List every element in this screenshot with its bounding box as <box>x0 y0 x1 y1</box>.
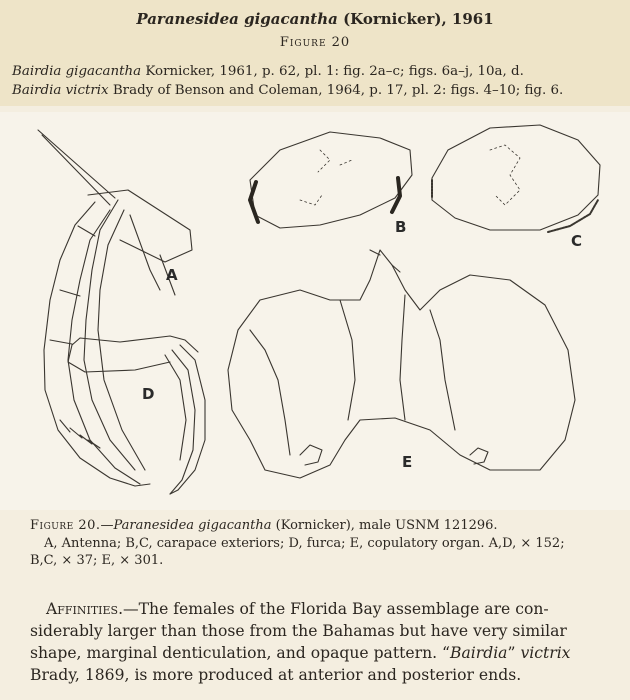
synonym-ref: Brady of Benson and Coleman, 1964, p. 17, pl. 2: figs. 4–10; fig. 6. <box>112 83 564 98</box>
caption-rest: (Kornicker), male USNM 121296. <box>275 518 498 533</box>
figure-number: Figure 20 <box>279 35 351 50</box>
affinities-text-3b: ” <box>507 644 516 662</box>
affinities-italic-1: Bairdia <box>450 644 508 662</box>
synonym-name: Bairdia gigacantha <box>12 64 142 79</box>
species-authority: (Kornicker), 1961 <box>343 10 494 28</box>
furca-drawing <box>68 336 205 494</box>
carapace-c-drawing <box>432 125 600 232</box>
affinities-text-3a: shape, marginal denticulation, and opaque pattern. “ <box>30 644 451 662</box>
affinities-text-1: —The females of the Florida Bay assemblage are con- <box>123 600 549 618</box>
figure-caption-line-1 <box>30 518 498 533</box>
figure-caption-line-2: A, Antenna; B,C, carapace exteriors; D, furca; E, copulatory organ. A,D, × 152; <box>44 536 565 551</box>
caption-species: —Paranesidea gigacantha <box>100 518 272 533</box>
label-c: C <box>571 232 583 250</box>
copulatory-organ-drawing <box>228 250 575 478</box>
label-e: E <box>402 453 413 471</box>
label-d: D <box>142 385 155 403</box>
carapace-b-drawing <box>250 132 412 228</box>
synonym-name: Bairdia victrix <box>12 83 109 98</box>
species-name: Paranesidea gigacantha <box>136 10 338 28</box>
label-b: B <box>395 218 407 236</box>
antenna-drawing <box>38 130 192 486</box>
synonym-ref: Kornicker, 1961, p. 62, pl. 1: fig. 2a–c; figs. 6a–j, 10a, d. <box>145 64 524 79</box>
affinities-line-2: siderably larger than those from the Bahamas but have very similar <box>30 622 567 640</box>
label-a: A <box>166 266 178 284</box>
affinities-line-4: Brady, 1869, is more produced at anterior and posterior ends. <box>30 666 522 684</box>
affinities-italic-2: victrix <box>520 644 571 662</box>
affinities-line-1 <box>46 600 549 618</box>
affinities-line-3 <box>30 644 570 662</box>
caption-label: Figure 20. <box>30 518 101 533</box>
figure-caption-line-3: B,C, × 37; E, × 301. <box>30 553 164 568</box>
affinities-heading: Affinities. <box>46 600 124 618</box>
